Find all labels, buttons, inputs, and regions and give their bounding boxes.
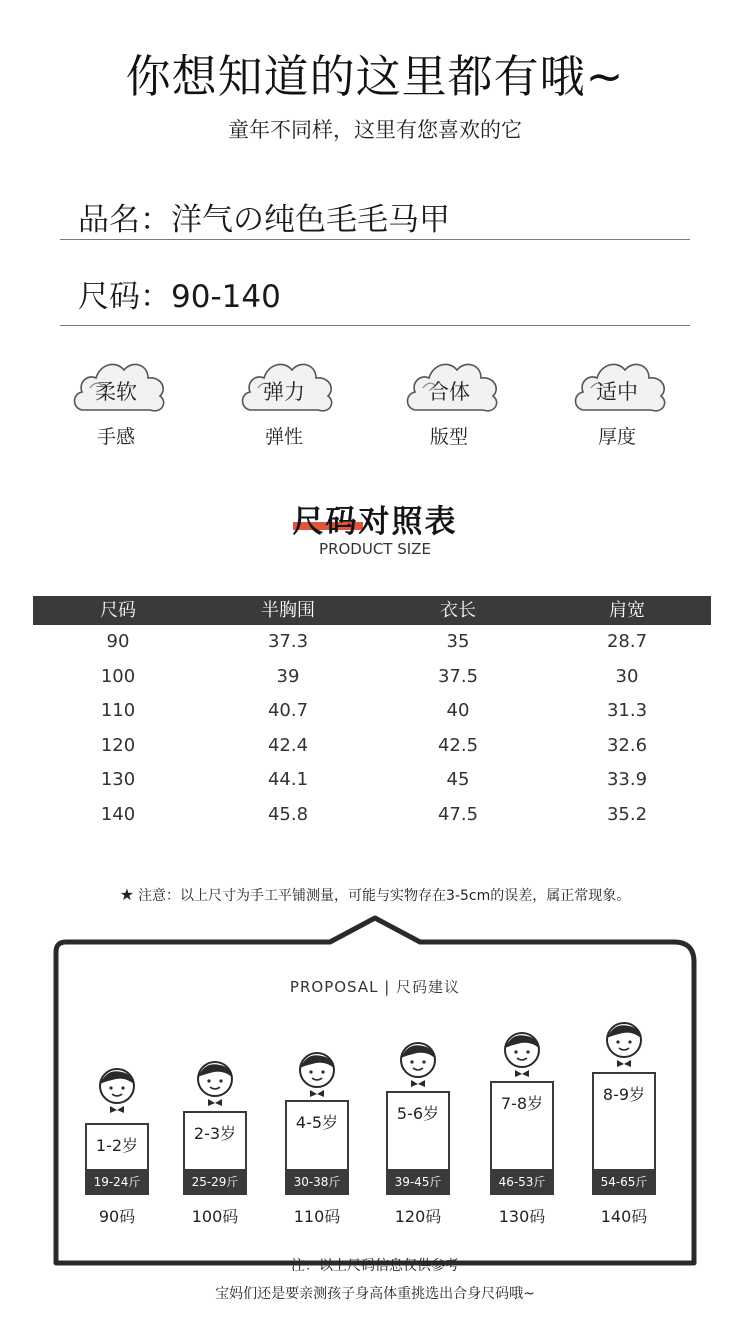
measurement-note: ★ 注意：以上尺寸为手工平铺测量，可能与实物存在3-5cm的误差，属正常现象。 <box>119 885 631 904</box>
size-recommendation-120 <box>373 1040 463 1226</box>
weight-label: 19-24斤 <box>85 1169 149 1195</box>
size-code: 140码 <box>600 1207 648 1226</box>
child-face-icon <box>579 1020 669 1068</box>
feature-elasticity <box>238 352 348 462</box>
table-cell: 130 <box>100 769 136 791</box>
feature-sub: 手感 <box>96 426 135 448</box>
column-header: 衣长 <box>440 600 476 621</box>
page-subtitle: 童年不同样，这里有您喜欢的它 <box>228 118 522 142</box>
table-cell: 35.2 <box>606 803 648 825</box>
table-cell: 45.8 <box>267 803 309 825</box>
divider <box>60 239 690 240</box>
table-cell: 40.7 <box>267 700 309 722</box>
table-row <box>33 660 711 695</box>
feature-label: 弹力 <box>263 380 305 404</box>
table-cell: 40 <box>446 700 470 722</box>
table-cell: 42.5 <box>437 734 479 756</box>
table-cell: 42.4 <box>267 734 309 756</box>
feature-label: 合体 <box>428 380 470 404</box>
size-recommendation-100 <box>170 1059 260 1226</box>
weight-label: 54-65斤 <box>592 1169 656 1195</box>
table-cell: 37.3 <box>267 631 309 652</box>
feature-sub: 厚度 <box>597 426 636 448</box>
table-row <box>33 763 711 798</box>
table-cell: 47.5 <box>437 803 479 825</box>
size-code: 90码 <box>98 1207 136 1226</box>
column-header: 半胸围 <box>261 600 315 621</box>
table-cell: 31.3 <box>606 700 648 722</box>
table-cell: 45 <box>446 769 470 791</box>
size-code: 110码 <box>293 1207 341 1226</box>
table-header <box>33 596 711 625</box>
size-code: 130码 <box>498 1207 546 1226</box>
weight-label: 46-53斤 <box>490 1169 554 1195</box>
table-row <box>33 694 711 729</box>
table-row <box>33 625 711 660</box>
size-chart-title: 尺码对照表 <box>292 504 458 540</box>
page-title: 你想知道的这里都有哦~ <box>125 50 625 103</box>
size-code: 120码 <box>394 1207 442 1226</box>
age-label: 4-5岁 <box>295 1113 339 1132</box>
column-header: 尺码 <box>100 600 136 621</box>
age-label: 1-2岁 <box>95 1136 139 1155</box>
table-cell: 30 <box>615 665 639 687</box>
size-code: 100码 <box>191 1207 239 1226</box>
table-cell: 35 <box>446 631 470 652</box>
product-name: 品名：洋气の纯色毛毛马甲 <box>78 202 450 238</box>
proposal-footnote: 注：以上尺码信息仅供参考 <box>291 1258 459 1274</box>
feature-sub: 弹性 <box>264 426 303 448</box>
table-cell: 44.1 <box>267 769 309 791</box>
child-face-icon <box>72 1066 162 1114</box>
feature-sub: 版型 <box>429 426 468 448</box>
age-label: 5-6岁 <box>396 1104 440 1123</box>
table-cell: 28.7 <box>606 631 648 652</box>
feature-thickness <box>571 352 681 462</box>
size-recommendation-140 <box>579 1020 669 1226</box>
age-label: 7-8岁 <box>500 1094 544 1113</box>
table-cell: 100 <box>100 665 136 687</box>
table-cell: 110 <box>100 700 136 722</box>
size-chart-heading <box>0 496 750 541</box>
table-cell: 39 <box>276 665 300 687</box>
weight-label: 30-38斤 <box>285 1169 349 1195</box>
table-cell: 120 <box>100 734 136 756</box>
feature-label: 适中 <box>596 380 638 404</box>
size-chart-subtitle: PRODUCT SIZE <box>319 540 431 558</box>
size-table <box>33 596 711 833</box>
size-recommendation-130 <box>477 1030 567 1226</box>
child-face-icon <box>373 1040 463 1088</box>
table-cell: 32.6 <box>606 734 648 756</box>
age-label: 8-9岁 <box>602 1085 646 1104</box>
star-icon: ★ <box>119 885 135 904</box>
table-row <box>33 729 711 764</box>
weight-label: 39-45斤 <box>386 1169 450 1195</box>
age-label: 2-3岁 <box>193 1124 237 1143</box>
table-row <box>33 798 711 833</box>
child-face-icon <box>170 1059 260 1107</box>
size-recommendation-110 <box>272 1050 362 1226</box>
table-cell: 90 <box>106 631 130 652</box>
feature-softness <box>70 352 180 462</box>
table-cell: 140 <box>100 803 136 825</box>
weight-label: 25-29斤 <box>183 1169 247 1195</box>
table-cell: 33.9 <box>606 769 648 791</box>
child-face-icon <box>272 1050 362 1098</box>
product-size-range: 尺码：90-140 <box>78 279 281 315</box>
proposal-title: PROPOSAL | 尺码建议 <box>289 978 461 996</box>
divider <box>60 325 690 326</box>
feature-fit <box>403 352 513 462</box>
table-cell: 37.5 <box>437 665 479 687</box>
proposal-advice: 宝妈们还是要亲测孩子身高体重挑选出合身尺码哦~ <box>215 1286 535 1302</box>
column-header: 肩宽 <box>609 600 645 621</box>
feature-label: 柔软 <box>95 380 137 404</box>
size-recommendation-90 <box>72 1066 162 1226</box>
child-face-icon <box>477 1030 567 1078</box>
